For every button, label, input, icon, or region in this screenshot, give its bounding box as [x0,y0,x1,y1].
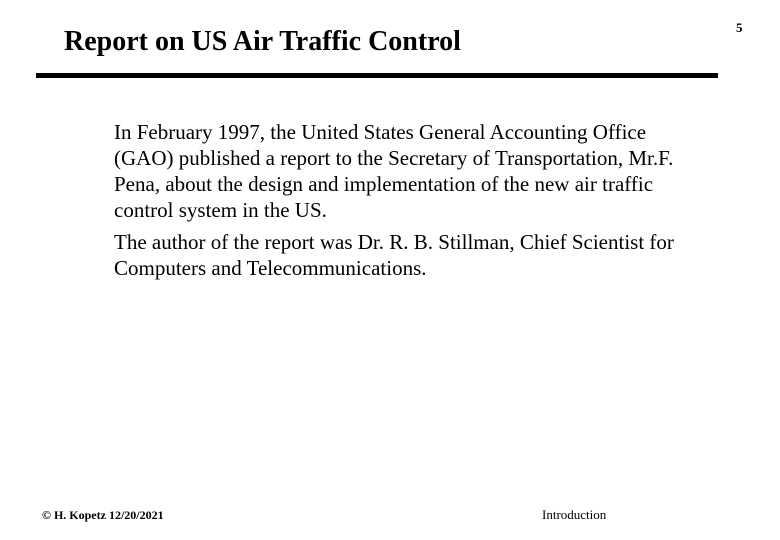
title-underline-rule [36,73,718,78]
body-paragraph-2: The author of the report was Dr. R. B. Stillman, Chief Scientist for Computers and Telecommunications. [114,230,674,280]
footer-section-label: Introduction [542,507,607,522]
body-paragraph-1: In February 1997, the United States General Accounting Office (GAO) published a report to the Secretary of Transportation, Mr.F. Pena, about the design and implementation of the new air traffic control system in the US. [114,120,674,222]
slide-body [114,119,674,281]
page-number: 5 [736,20,743,35]
footer-copyright: © H. Kopetz 12/20/2021 [42,508,164,522]
slide-title: Report on US Air Traffic Control [64,26,461,57]
